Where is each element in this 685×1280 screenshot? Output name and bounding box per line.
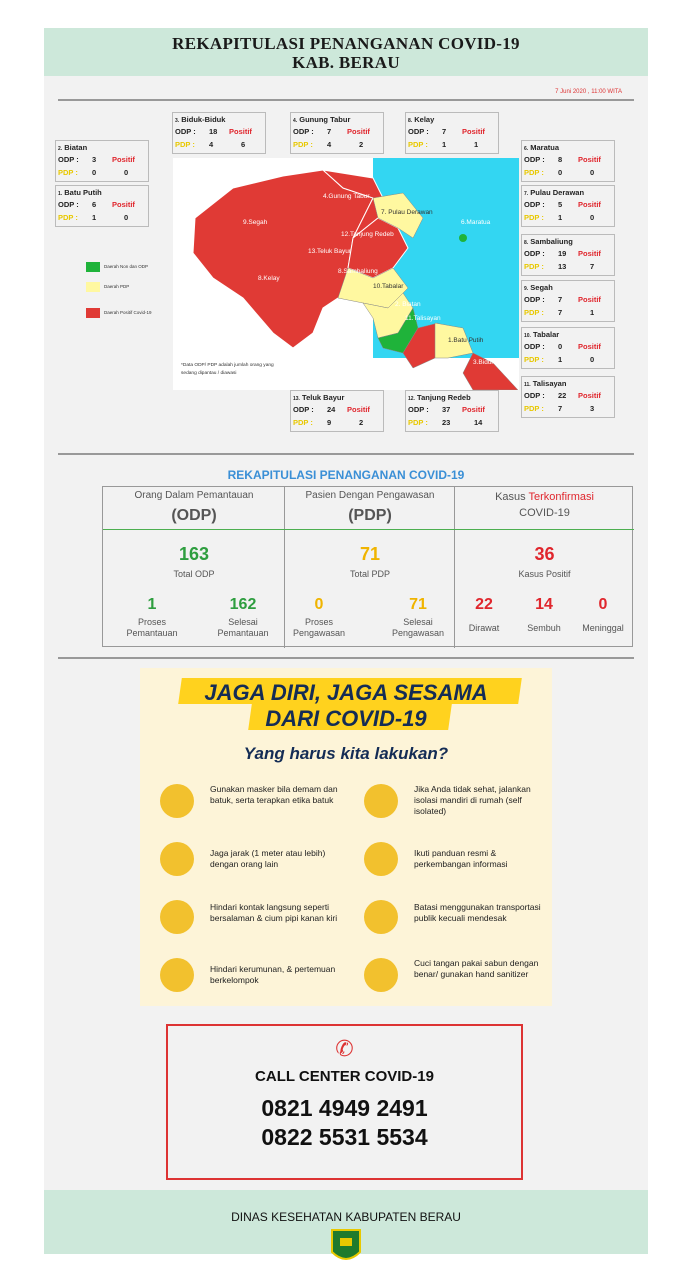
map-note: *Data ODP/ PDP adalah jumlah orang yang: [181, 363, 274, 368]
district-card: [405, 390, 499, 432]
map-note: sedang dipantau / diawasi: [181, 371, 237, 376]
berau-logo-icon: [326, 1226, 366, 1266]
map-label: 1.Batu Putih: [448, 337, 484, 344]
header-subtitle: KAB. BERAU: [292, 53, 400, 72]
positif-value: 2: [359, 140, 364, 149]
odp-selesai-label: Selesai: [228, 617, 258, 627]
district-label: Gunung Tabur: [299, 115, 351, 124]
pdp-proses-label: Proses: [304, 617, 333, 627]
map-label: 7. Pulau Derawan: [381, 209, 433, 216]
district-card: [55, 140, 149, 182]
pdp-selesai-label: Pengawasan: [391, 628, 445, 638]
pdp-label: PDP :: [524, 355, 544, 364]
map-label: 2. Biatan: [395, 301, 421, 308]
news-icon: [364, 842, 398, 876]
odp-row: [293, 127, 381, 138]
district-name: [58, 143, 87, 152]
pdp-heading: Pasien Dengan Pengawasan: [305, 490, 435, 501]
pdp-label: PDP :: [524, 262, 544, 271]
odp-value: 5: [558, 200, 563, 209]
odp-value: 8: [558, 155, 563, 164]
odp-selesai-label: Pemantauan: [217, 628, 269, 638]
district-label: Segah: [530, 283, 553, 292]
positif-value: 7: [590, 262, 595, 271]
district-card: [521, 234, 615, 276]
district-name: [293, 393, 344, 402]
pdp-value: 1: [442, 140, 447, 149]
odp-row: [58, 200, 146, 211]
odp-value: 18: [209, 127, 218, 136]
dirawat-label: Dirawat: [468, 623, 500, 633]
district-card: [521, 376, 615, 418]
positif-label: Positif: [229, 127, 252, 136]
district-label: Sambaliung: [530, 237, 573, 246]
pdp-label: PDP :: [408, 140, 428, 149]
pdp-total: 71: [359, 544, 381, 564]
district-name: [408, 393, 471, 402]
odp-value: 0: [558, 342, 563, 351]
positif-label: Positif: [578, 391, 601, 400]
summary-table: [102, 486, 633, 647]
pdp-value: 23: [442, 418, 451, 427]
district-label: Tabalar: [533, 330, 560, 339]
distance-icon: [160, 842, 194, 876]
pdp-value: 7: [558, 308, 563, 317]
odp-row: [524, 155, 612, 166]
mask-icon: [160, 784, 194, 818]
district-number: 2.: [58, 146, 63, 152]
odp-label: ODP :: [408, 405, 429, 414]
no-handshake-icon: [160, 900, 194, 934]
positif-value: 1: [590, 308, 595, 317]
odp-value: 7: [442, 127, 447, 136]
district-label: Batu Putih: [64, 188, 102, 197]
divider: [58, 453, 634, 455]
meninggal-label: Meninggal: [582, 623, 624, 633]
map-label: 12.Tanjung Redeb: [341, 231, 394, 238]
pdp-total-label: Total PDP: [349, 569, 391, 579]
odp-label: ODP :: [524, 200, 545, 209]
odp-row: [524, 342, 612, 353]
pdp-label: PDP :: [524, 404, 544, 413]
handwash-icon: [364, 958, 398, 992]
pdp-row: [58, 213, 146, 224]
pdp-value: 4: [209, 140, 214, 149]
district-card: [55, 185, 149, 227]
footer: [44, 1190, 648, 1254]
odp-proses-label: Pemantauan: [126, 628, 178, 638]
tip-text: Hindari kerumunan, & pertemuan berkelompok: [210, 964, 336, 985]
district-name: [524, 379, 566, 388]
pdp-row: [524, 168, 612, 179]
map-label: 13.Teluk Bayur: [308, 248, 351, 255]
pdp-proses-value: 0: [314, 596, 324, 613]
map-label: 4.Gunung Tabur: [323, 193, 370, 200]
map-label: 10.Tabalar: [373, 283, 404, 290]
district-name: [175, 115, 225, 124]
district-name: [524, 283, 553, 292]
district-name: [524, 188, 584, 197]
map-label: 6.Maratua: [461, 219, 491, 226]
poster-title-2: DARI COVID-19: [265, 706, 427, 731]
pdp-label: PDP :: [524, 168, 544, 177]
pdp-proses-label: Pengawasan: [292, 628, 346, 638]
district-map: [173, 158, 519, 390]
positif-value: 0: [590, 213, 595, 222]
odp-label: ODP :: [524, 249, 545, 258]
header-banner: [44, 28, 648, 76]
divider: [58, 99, 634, 101]
pdp-row: [408, 140, 496, 151]
kasus-heading-b: Terkonfirmasi: [528, 491, 594, 503]
odp-value: 19: [558, 249, 567, 258]
odp-label: ODP :: [293, 405, 314, 414]
prevention-poster: [140, 668, 552, 1006]
poster-title: JAGA DIRI, JAGA SESAMA: [204, 680, 488, 705]
district-label: Tanjung Redeb: [417, 393, 471, 402]
pdp-value: 1: [558, 355, 563, 364]
tip-text: Jaga jarak (1 meter atau lebih) dengan orang lain: [210, 848, 326, 869]
district-number: 11.: [524, 382, 531, 388]
district-number: 3.: [175, 118, 180, 124]
pdp-value: 7: [558, 404, 563, 413]
positif-value: 6: [241, 140, 246, 149]
district-name: [408, 115, 434, 124]
pdp-row: [524, 262, 612, 273]
self-isolation-icon: [364, 784, 398, 818]
district-label: Talisayan: [532, 379, 567, 388]
odp-row: [524, 249, 612, 260]
odp-label: ODP :: [524, 391, 545, 400]
odp-total-label: Total ODP: [173, 569, 215, 579]
legend-non-odp: [86, 262, 148, 272]
kasus-heading-a: Kasus: [495, 491, 529, 503]
district-card: [405, 112, 499, 154]
odp-label: ODP :: [524, 155, 545, 164]
positif-value: 0: [124, 213, 129, 222]
pdp-row: [408, 418, 496, 429]
district-label: Teluk Bayur: [302, 393, 345, 402]
positif-label: Positif: [578, 249, 601, 258]
tip-text: Cuci tangan pakai sabun dengan benar/ gunakan hand sanitizer: [414, 958, 539, 979]
district-card: [521, 327, 615, 369]
no-crowd-icon: [160, 958, 194, 992]
pdp-label: PDP :: [293, 418, 313, 427]
pdp-value: 0: [92, 168, 97, 177]
pdp-selesai-value: 71: [409, 596, 427, 613]
district-name: [524, 237, 573, 246]
pdp-row: [293, 418, 381, 429]
district-card: [172, 112, 266, 154]
positif-value: 0: [590, 355, 595, 364]
district-name: [58, 188, 102, 197]
odp-heading: Orang Dalam Pemantauan: [134, 490, 254, 501]
positif-label: Positif: [578, 155, 601, 164]
kasus-total: 36: [534, 544, 555, 564]
pdp-abbr: (PDP): [348, 507, 392, 524]
odp-value: 6: [92, 200, 97, 209]
district-card: [521, 140, 615, 182]
pdp-value: 13: [558, 262, 567, 271]
summary-divider: [103, 529, 634, 530]
header-title: REKAPITULASI PENANGANAN COVID-19: [172, 34, 520, 53]
district-number: 9.: [524, 286, 529, 292]
odp-row: [408, 127, 496, 138]
legend-swatch: [86, 282, 100, 292]
odp-value: 3: [92, 155, 97, 164]
district-number: 7.: [524, 191, 529, 197]
pdp-row: [524, 404, 612, 415]
positif-value: 3: [590, 404, 595, 413]
tip-text: Batasi menggunakan transportasi publik kecuali mendesak: [414, 902, 541, 923]
phone-icon: ✆: [335, 1036, 354, 1061]
legend-label: Daerah Non dan ODP: [104, 264, 149, 270]
map-label: 8.Kelay: [258, 275, 280, 282]
odp-row: [408, 405, 496, 416]
district-card: [290, 112, 384, 154]
district-card: [521, 185, 615, 227]
no-transport-icon: [364, 900, 398, 934]
summary-title: REKAPITULASI PENANGANAN COVID-19: [227, 468, 465, 482]
district-name: [524, 330, 559, 339]
odp-label: ODP :: [524, 342, 545, 351]
tip-text: Jika Anda tidak sehat, jalankan isolasi mandiri di rumah (self isolated): [414, 784, 531, 816]
odp-label: ODP :: [58, 200, 79, 209]
infographic-page: [44, 28, 648, 1254]
kasus-total-label: Kasus Positif: [518, 569, 571, 579]
pdp-value: 0: [558, 168, 563, 177]
district-number: 8.: [408, 118, 413, 124]
pdp-value: 4: [327, 140, 332, 149]
pdp-label: PDP :: [175, 140, 195, 149]
district-number: 6.: [524, 146, 529, 152]
positif-value: 1: [474, 140, 479, 149]
district-number: 1.: [58, 191, 63, 197]
district-label: Biduk-Biduk: [181, 115, 226, 124]
phone-number-1[interactable]: 0821 4949 2491: [261, 1095, 428, 1121]
footer-text: DINAS KESEHATAN KABUPATEN BERAU: [231, 1210, 461, 1224]
odp-proses-label: Proses: [137, 617, 166, 627]
pdp-row: [58, 168, 146, 179]
kasus-heading: [455, 491, 634, 503]
pdp-value: 9: [327, 418, 332, 427]
positif-label: Positif: [347, 405, 370, 414]
odp-value: 7: [558, 295, 563, 304]
district-card: [290, 390, 384, 432]
positif-label: Positif: [112, 200, 135, 209]
odp-label: ODP :: [175, 127, 196, 136]
odp-total: 163: [178, 544, 210, 564]
report-date: 7 Juni 2020 , 11:00 WITA: [555, 89, 622, 95]
positif-value: 0: [590, 168, 595, 177]
pdp-row: [175, 140, 263, 151]
sembuh-value: 14: [535, 596, 553, 613]
odp-label: ODP :: [58, 155, 79, 164]
district-label: Pulau Derawan: [530, 188, 585, 197]
pdp-label: PDP :: [408, 418, 428, 427]
map-label: 11.Talisayan: [405, 315, 441, 322]
pdp-row: [293, 140, 381, 151]
map-svg: [173, 158, 519, 390]
pdp-label: PDP :: [293, 140, 313, 149]
positif-label: Positif: [347, 127, 370, 136]
positif-label: Positif: [462, 405, 485, 414]
odp-value: 22: [558, 391, 567, 400]
odp-label: ODP :: [293, 127, 314, 136]
call-center-title: CALL CENTER COVID-19: [255, 1068, 434, 1085]
district-number: 4.: [293, 118, 298, 124]
odp-value: 37: [442, 405, 451, 414]
odp-selesai-value: 162: [229, 596, 257, 613]
pdp-value: 1: [92, 213, 97, 222]
phone-number-2[interactable]: 0822 5531 5534: [261, 1124, 428, 1150]
positif-value: 2: [359, 418, 364, 427]
positif-label: Positif: [112, 155, 135, 164]
dirawat-value: 22: [475, 596, 493, 613]
district-number: 13.: [293, 396, 300, 402]
district-name: [524, 143, 559, 152]
pdp-label: PDP :: [524, 213, 544, 222]
district-label: Maratua: [530, 143, 560, 152]
pdp-row: [524, 308, 612, 319]
odp-row: [58, 155, 146, 166]
odp-row: [293, 405, 381, 416]
odp-abbr: (ODP): [171, 507, 217, 524]
pdp-selesai-label: Selesai: [403, 617, 433, 627]
positif-value: 0: [124, 168, 129, 177]
legend-label: Daerah Positif Covid-19: [104, 310, 152, 316]
positif-value: 14: [474, 418, 483, 427]
map-label: 3.Biduk-Biduk: [473, 359, 514, 366]
positif-label: Positif: [578, 342, 601, 351]
pdp-label: PDP :: [524, 308, 544, 317]
sembuh-label: Sembuh: [527, 623, 561, 633]
poster-subtitle: Yang harus kita lakukan?: [243, 744, 449, 763]
tip-text: Gunakan masker bila demam dan batuk, serta terapkan etika batuk: [210, 784, 338, 805]
district-number: 8.: [524, 240, 529, 246]
legend-swatch: [86, 308, 100, 318]
odp-row: [524, 391, 612, 402]
positif-label: Positif: [578, 200, 601, 209]
district-number: 12.: [408, 396, 415, 402]
maratua-island: [459, 234, 467, 242]
map-label: 9.Segah: [243, 219, 268, 226]
odp-value: 7: [327, 127, 332, 136]
odp-row: [175, 127, 263, 138]
odp-value: 24: [327, 405, 336, 414]
district-card: [521, 280, 615, 322]
pdp-row: [524, 355, 612, 366]
divider: [58, 657, 634, 659]
legend-label: Daerah PDP: [104, 284, 130, 290]
district-label: Biatan: [64, 143, 88, 152]
legend-pdp: [86, 282, 129, 292]
odp-proses-value: 1: [147, 596, 157, 613]
odp-row: [524, 200, 612, 211]
legend-swatch: [86, 262, 100, 272]
odp-label: ODP :: [408, 127, 429, 136]
pdp-label: PDP :: [58, 213, 78, 222]
call-center-box: [166, 1024, 523, 1180]
meninggal-value: 0: [598, 596, 608, 613]
legend-positif: [86, 308, 152, 318]
odp-label: ODP :: [524, 295, 545, 304]
map-label: 8.Sambaliung: [338, 268, 378, 275]
pdp-label: PDP :: [58, 168, 78, 177]
tip-text: Ikuti panduan resmi & perkembangan informasi: [414, 848, 508, 869]
positif-label: Positif: [462, 127, 485, 136]
tip-text: Hindari kontak langsung seperti bersalaman & cium pipi kanan kiri: [210, 902, 338, 923]
kasus-subheading: COVID-19: [519, 507, 570, 519]
positif-label: Positif: [578, 295, 601, 304]
district-label: Kelay: [414, 115, 435, 124]
odp-row: [524, 295, 612, 306]
district-number: 10.: [524, 333, 531, 339]
pdp-value: 1: [558, 213, 563, 222]
district-name: [293, 115, 350, 124]
pdp-row: [524, 213, 612, 224]
